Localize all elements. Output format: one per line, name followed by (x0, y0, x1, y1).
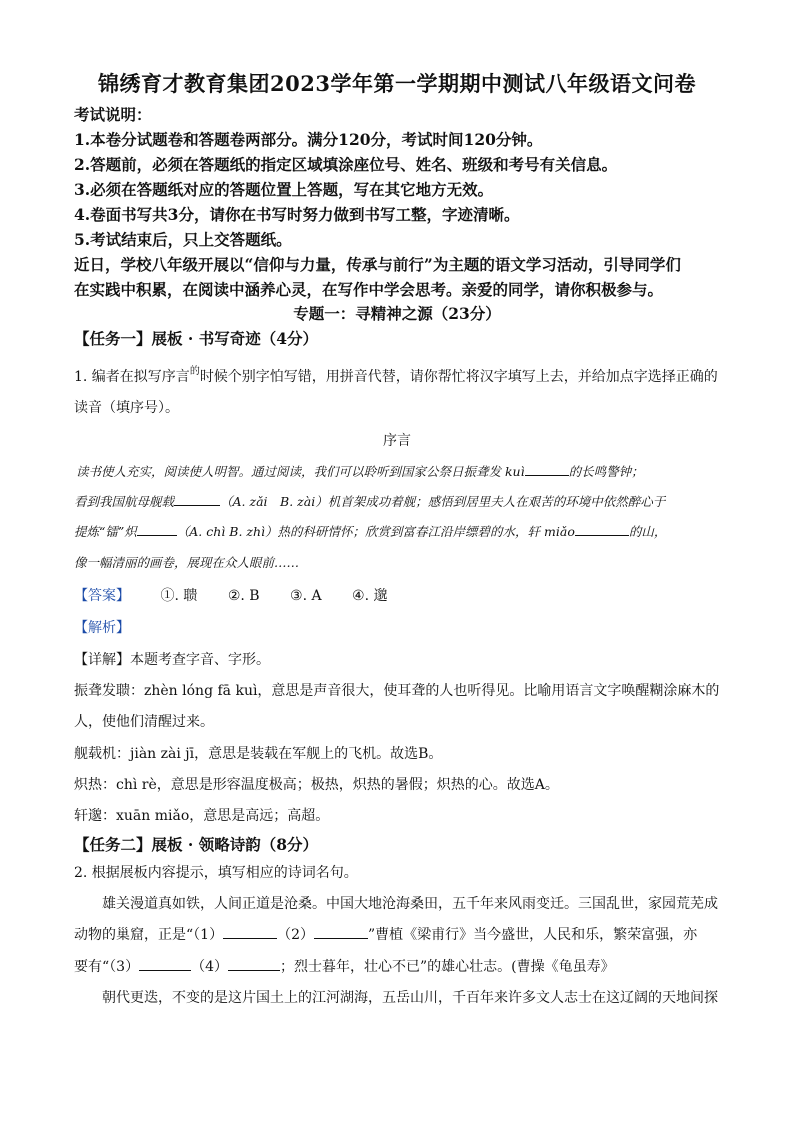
question-1-text: 1. 编者在拟写序言 (74, 369, 190, 385)
intro-line: 近日，学校八年级开展以“信仰与力量，传承与前行”为主题的语文学习活动，引导同学们 (74, 255, 681, 274)
passage-line: 雄关漫道真如铁，人间正道是沧桑。中国大地沧海桑田，五千年来风雨变迁。三国乱世，家园荒芜成 (102, 896, 718, 912)
explanation-line: 炽热：chì rè，意思是形容温度极高；极热，炽热的暑假；炽热的心。故选A。 (74, 777, 559, 793)
answer-item: ④. 邈 (352, 588, 388, 604)
poem-blank[interactable] (223, 926, 277, 939)
analysis-label: 【解析】 (74, 620, 130, 636)
preface-line (74, 522, 666, 540)
passage-line (74, 956, 615, 976)
instruction-item: 3.必须在答题纸对应的答题位置上答题，写在其它地方无效。 (74, 180, 494, 199)
preface-line: 像一幅清丽的画卷，展现在众人眼前…… (74, 555, 300, 570)
passage-text: （4） (191, 959, 228, 975)
answer-blank[interactable] (575, 523, 629, 536)
task2-heading: 【任务二】展板 · 领略诗韵（8分） (74, 835, 318, 854)
preface-title: 序言 (383, 433, 411, 449)
preface-line (74, 462, 644, 480)
passage-line: 朝代更迭，不变的是这片国土上的江河湖海，五岳山川，千百年来许多文人志士在这辽阔的天地间探 (102, 990, 718, 1006)
question-1-text: 时候个别字怕写错，用拼音代替，请你帮忙将汉字填写上去，并给加点字选择正确的 (199, 369, 718, 385)
exam-title: 锦绣育才教育集团2023学年第一学期期中测试八年级语文问卷 (98, 71, 696, 96)
task1-heading: 【任务一】展板 · 书写奇迹（4分） (74, 329, 318, 348)
explanation-line: 轩邈：xuān miǎo，意思是高远；高超。 (74, 808, 330, 824)
poem-blank[interactable] (314, 926, 368, 939)
preface-text: 的山， (628, 524, 667, 539)
answer-blank[interactable] (174, 493, 220, 506)
topic-heading: 专题一：寻精神之源（23分） (293, 304, 501, 323)
instruction-item: 1.本卷分试题卷和答题卷两部分。满分120分，考试时间120分钟。 (74, 130, 543, 149)
preface-line (74, 492, 665, 510)
detail-line: 【详解】本题考查字音、字形。 (74, 652, 270, 668)
answer-item: ②. B (227, 588, 260, 604)
preface-text: （A. zǎi B. zài）机首架成功着舰；感悟到居里夫人在艰苦的环境中依然醉心于 (220, 494, 666, 509)
answer-item: ①. 聩 (160, 588, 198, 604)
answer-label: 【答案】 (74, 588, 130, 604)
instruction-item: 5.考试结束后，只上交答题纸。 (74, 230, 292, 249)
question-1 (74, 366, 718, 386)
passage-text: 动物的巢窟，正是“（1） (74, 927, 224, 943)
answer-blank[interactable] (137, 523, 177, 536)
intro-line: 在实践中积累，在阅读中涵养心灵，在写作中学会思考。亲爱的同学，请你积极参与。 (74, 280, 664, 299)
question-2: 2. 根据展板内容提示，填写相应的诗词名句。 (74, 865, 358, 881)
passage-text: 要有“（3） (74, 959, 140, 975)
poem-blank[interactable] (139, 958, 191, 971)
passage-text: ；烈士暮年，壮心不已”的雄心壮志。(曹操《龟虽寿》 (280, 959, 615, 975)
preface-text: 读书使人充实，阅读使人明智。通过阅读，我们可以聆听到国家公祭日振聋发 kuì (76, 464, 525, 479)
superscript-char: 的 (189, 366, 200, 377)
preface-text: 提炼“镭”炽 (74, 524, 137, 539)
passage-text: ”曹植《梁甫行》当今盛世，人民和乐，繁荣富强，亦 (368, 927, 698, 943)
preface-text: 看到我国航母舰载 (74, 494, 175, 509)
answer-item: ③. A (290, 588, 322, 604)
question-1-continued: 读音（填序号）。 (74, 400, 179, 416)
explanation-line: 舰载机：jiàn zài jī，意思是装载在军舰上的飞机。故选B。 (74, 746, 443, 762)
answer-row (74, 585, 387, 605)
poem-blank[interactable] (228, 958, 280, 971)
instructions-heading: 考试说明： (74, 105, 152, 124)
explanation-line: 振聋发聩：zhèn lóng fā kuì，意思是声音很大，使耳聋的人也听得见。比喻用语言文字唤醒糊涂麻木的 (74, 683, 720, 699)
passage-line (74, 924, 697, 944)
preface-text: （A. chì B. zhì）热的科研情怀；欣赏到富春江沿岸缥碧的水，轩 miǎo (176, 524, 575, 539)
instruction-item: 4.卷面书写共3分，请你在书写时努力做到书写工整，字迹清晰。 (74, 205, 520, 224)
instruction-item: 2.答题前，必须在答题纸的指定区域填涂座位号、姓名、班级和考号有关信息。 (74, 155, 618, 174)
explanation-line: 人，使他们清醒过来。 (74, 714, 214, 730)
preface-text: 的长鸣警钟； (568, 464, 644, 479)
passage-text: （2） (277, 927, 314, 943)
answer-blank[interactable] (525, 463, 569, 476)
